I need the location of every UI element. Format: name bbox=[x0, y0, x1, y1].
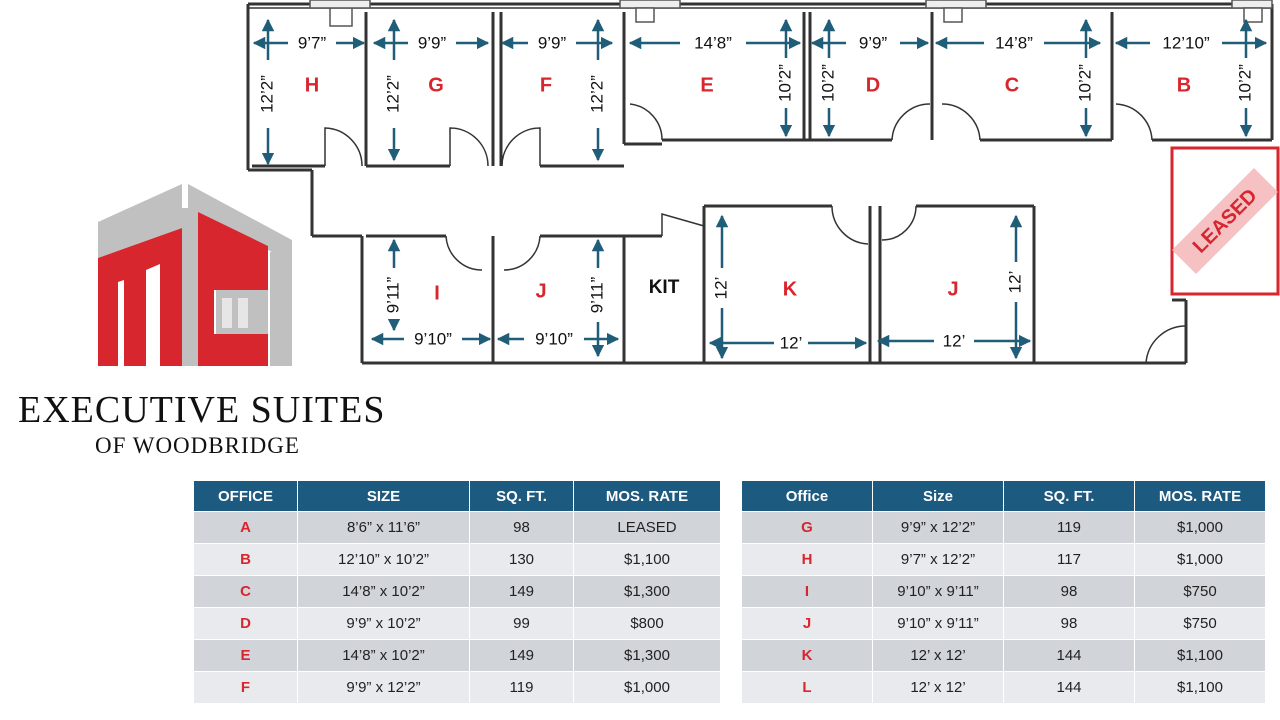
brand-subtitle: OF WOODBRIDGE bbox=[95, 433, 300, 458]
dim-h-width: 9’7” bbox=[297, 33, 327, 53]
table-row bbox=[742, 576, 1266, 608]
table-row bbox=[194, 544, 721, 576]
dim-j-small-width: 9’10” bbox=[535, 329, 573, 349]
dim-d-width: 9’9” bbox=[858, 33, 888, 53]
table-row bbox=[194, 672, 721, 704]
office-cell: L bbox=[742, 672, 873, 704]
dim-g-width: 9’9” bbox=[417, 33, 447, 53]
table-row bbox=[194, 608, 721, 640]
office-label-f: F bbox=[539, 74, 553, 97]
dim-e-height: 10’2” bbox=[775, 64, 795, 102]
sqft-cell: 130 bbox=[470, 544, 574, 576]
size-cell: 8’6” x 11’6” bbox=[298, 512, 470, 544]
sqft-cell: 99 bbox=[470, 608, 574, 640]
office-label-j-small: J bbox=[535, 280, 547, 303]
dim-d-height: 10’2” bbox=[818, 64, 838, 102]
dim-e-width: 14’8” bbox=[694, 33, 732, 53]
sqft-cell: 149 bbox=[470, 640, 574, 672]
dim-b-height: 10’2” bbox=[1235, 64, 1255, 102]
office-cell: F bbox=[194, 672, 298, 704]
rate-cell: $1,100 bbox=[1135, 672, 1266, 704]
size-cell: 14’8” x 10’2” bbox=[298, 576, 470, 608]
size-cell: 9’7” x 12’2” bbox=[873, 544, 1004, 576]
size-cell: 12’ x 12’ bbox=[873, 672, 1004, 704]
sqft-cell: 144 bbox=[1004, 672, 1135, 704]
sqft-cell: 149 bbox=[470, 576, 574, 608]
door-swings bbox=[325, 104, 1186, 363]
dim-g-height: 12’2” bbox=[383, 75, 403, 113]
dim-b-width: 12’10” bbox=[1162, 33, 1210, 53]
dimension-labels bbox=[257, 33, 1254, 352]
sqft-cell: 98 bbox=[1004, 576, 1135, 608]
dim-c-height: 10’2” bbox=[1075, 64, 1095, 102]
sqft-cell: 119 bbox=[470, 672, 574, 704]
office-label-i: I bbox=[434, 282, 440, 305]
leased-stamp bbox=[1172, 168, 1278, 274]
size-cell: 9’10” x 9’11” bbox=[873, 576, 1004, 608]
rate-cell: $750 bbox=[1135, 576, 1266, 608]
size-cell: 9’9” x 12’2” bbox=[298, 672, 470, 704]
size-cell: 9’9” x 10’2” bbox=[298, 608, 470, 640]
column-header-size: SIZE bbox=[298, 481, 470, 512]
office-cell: C bbox=[194, 576, 298, 608]
sqft-cell: 144 bbox=[1004, 640, 1135, 672]
brand-name: EXECUTIVE SUITES bbox=[18, 389, 386, 431]
office-label-c: C bbox=[1004, 74, 1020, 97]
rate-cell: $800 bbox=[574, 608, 721, 640]
column-header-rate: MOS. RATE bbox=[574, 481, 721, 512]
dimension-arrows bbox=[254, 20, 1266, 358]
office-cell: G bbox=[742, 512, 873, 544]
office-cell: J bbox=[742, 608, 873, 640]
size-cell: 12’ x 12’ bbox=[873, 640, 1004, 672]
rate-cell: $750 bbox=[1135, 608, 1266, 640]
table-row bbox=[742, 608, 1266, 640]
column-header-office: Office bbox=[742, 481, 873, 512]
office-cell: I bbox=[742, 576, 873, 608]
sqft-cell: 98 bbox=[470, 512, 574, 544]
office-label-k: K bbox=[782, 278, 798, 301]
dim-h-height: 12’2” bbox=[257, 75, 277, 113]
svg-text:LEASED: LEASED bbox=[1188, 184, 1262, 258]
dim-j-large-height: 12’ bbox=[1005, 270, 1025, 294]
office-label-j-large: J bbox=[947, 278, 959, 301]
office-cell: B bbox=[194, 544, 298, 576]
dim-i-width: 9’10” bbox=[414, 329, 452, 349]
column-header-sqft: SQ. FT. bbox=[1004, 481, 1135, 512]
dim-f-width: 9’9” bbox=[537, 33, 567, 53]
rate-cell: $1,000 bbox=[1135, 544, 1266, 576]
company-logo bbox=[98, 184, 292, 366]
rates-table-right bbox=[741, 480, 1266, 704]
rate-cell: LEASED bbox=[574, 512, 721, 544]
size-cell: 14’8” x 10’2” bbox=[298, 640, 470, 672]
table-row bbox=[194, 512, 721, 544]
table-row bbox=[194, 640, 721, 672]
dim-c-width: 14’8” bbox=[995, 33, 1033, 53]
office-label-d: D bbox=[865, 74, 881, 97]
sqft-cell: 117 bbox=[1004, 544, 1135, 576]
table-row bbox=[742, 672, 1266, 704]
sqft-cell: 98 bbox=[1004, 608, 1135, 640]
dim-k-width: 12’ bbox=[779, 333, 803, 353]
office-cell: A bbox=[194, 512, 298, 544]
dim-f-height: 12’2” bbox=[587, 75, 607, 113]
table-row bbox=[742, 544, 1266, 576]
office-letters bbox=[305, 74, 1191, 304]
office-cell: D bbox=[194, 608, 298, 640]
rate-cell: $1,100 bbox=[1135, 640, 1266, 672]
column-header-size: Size bbox=[873, 481, 1004, 512]
rate-cell: $1,300 bbox=[574, 576, 721, 608]
size-cell: 9’10” x 9’11” bbox=[873, 608, 1004, 640]
office-label-b: B bbox=[1176, 74, 1192, 97]
office-label-g: G bbox=[428, 74, 444, 97]
dim-j-small-height: 9’11” bbox=[587, 276, 607, 314]
table-row bbox=[742, 512, 1266, 544]
kitchen-label: KIT bbox=[648, 277, 680, 299]
size-cell: 12’10” x 10’2” bbox=[298, 544, 470, 576]
table-row bbox=[194, 576, 721, 608]
sqft-cell: 119 bbox=[1004, 512, 1135, 544]
rate-cell: $1,000 bbox=[574, 672, 721, 704]
dim-j-large-width: 12’ bbox=[942, 331, 966, 351]
rate-cell: $1,000 bbox=[1135, 512, 1266, 544]
rate-cell: $1,300 bbox=[574, 640, 721, 672]
rates-table-left bbox=[193, 480, 721, 704]
dim-k-height: 12’ bbox=[711, 276, 731, 300]
column-header-sqft: SQ. FT. bbox=[470, 481, 574, 512]
office-cell: H bbox=[742, 544, 873, 576]
column-header-office: OFFICE bbox=[194, 481, 298, 512]
size-cell: 9’9” x 12’2” bbox=[873, 512, 1004, 544]
dim-i-height: 9’11” bbox=[383, 276, 403, 314]
column-header-rate: MOS. RATE bbox=[1135, 481, 1266, 512]
rate-cell: $1,100 bbox=[574, 544, 721, 576]
office-cell: E bbox=[194, 640, 298, 672]
office-label-e: E bbox=[700, 74, 714, 97]
office-cell: K bbox=[742, 640, 873, 672]
table-row bbox=[742, 640, 1266, 672]
office-label-h: H bbox=[304, 74, 320, 97]
